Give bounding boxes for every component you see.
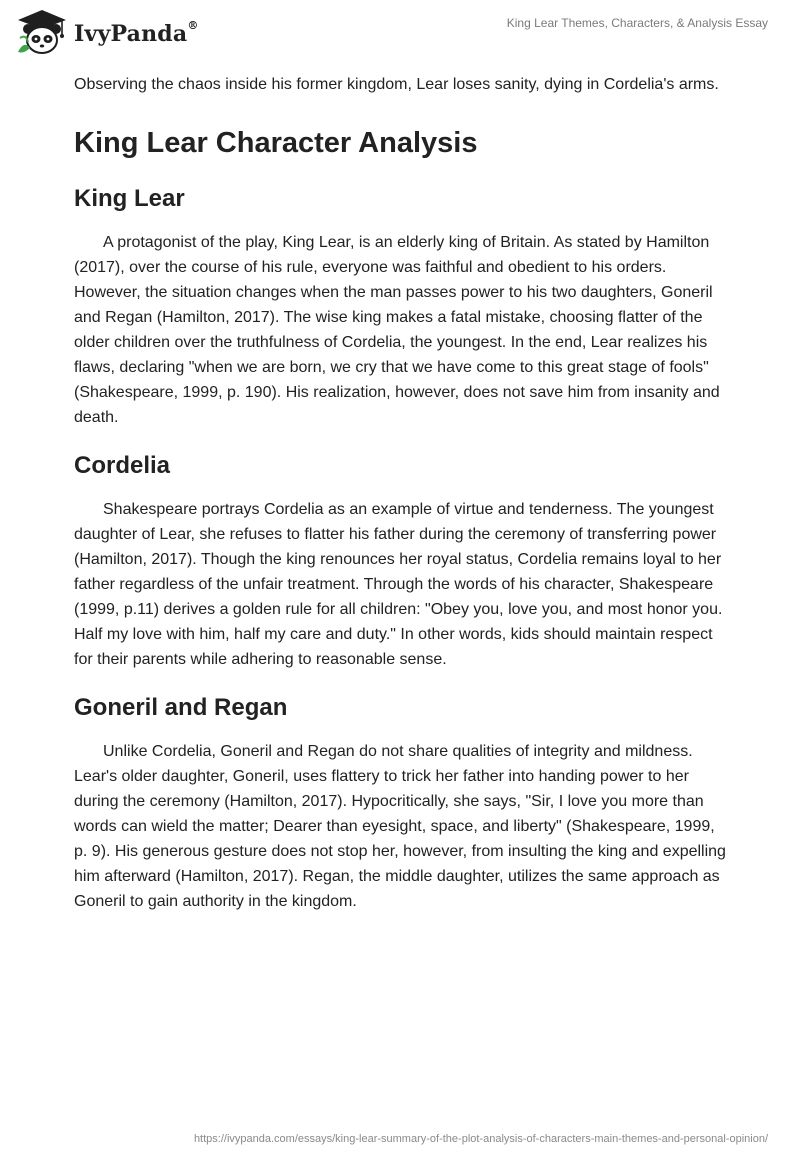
source-url[interactable]: https://ivypanda.com/essays/king-lear-summary-of-the-plot-analysis-of-characters-main-themes-and-personal-opinion/: [193, 1133, 768, 1145]
essay-content: [74, 72, 730, 914]
character-paragraph-goneril-regan: Unlike Cordelia, Goneril and Regan do not share qualities of integrity and mildness. Lear's older daughter, Goneril, uses flattery to trick her father into handing power to her during the ceremony (Hamilton, 2017). Hypocritically, she says, "Sir, I love you more than words can wield the matter; Dearer than eyesight, space, and liberty" (Shakespeare, 1999, p. 9). His generous gesture does not stop her, however, from insulting the king and expelling him afterward (Hamilton, 2017). Regan, the middle daughter, utilizes the same approach as Goneril to gain authority in the kingdom.: [74, 743, 726, 910]
brand-name: IvyPanda®: [74, 18, 199, 47]
intro-paragraph: Observing the chaos inside his former kingdom, Lear loses sanity, dying in Cordelia's arms.: [74, 76, 719, 93]
panda-graduate-icon: [14, 8, 70, 56]
character-heading-cordelia: Cordelia: [74, 452, 171, 479]
ivypanda-logo[interactable]: [14, 8, 199, 56]
character-paragraph-king-lear: A protagonist of the play, King Lear, is an elderly king of Britain. As stated by Hamilton (2017), over the course of his rule, everyone was faithful and obedient to his orders. However, the situation changes when the man passes power to his two daughters, Goneril and Regan (Hamilton, 2017). The wise king makes a fatal mistake, choosing flatter of the older children over the truthfulness of Cordelia, the youngest. In the end, Lear realizes his flaws, declaring "when we are born, we cry that we have come to this great stage of fools" (Shakespeare, 1999, p. 190). His realization, however, does not save him from insanity and death.: [74, 234, 720, 426]
section-heading: King Lear Character Analysis: [74, 127, 478, 159]
character-heading-goneril-regan: Goneril and Regan: [74, 694, 288, 721]
page-header: [0, 0, 800, 70]
character-heading-king-lear: King Lear: [74, 185, 185, 212]
document-title: King Lear Themes, Characters, & Analysis Essay: [506, 16, 768, 30]
character-paragraph-cordelia: Shakespeare portrays Cordelia as an example of virtue and tenderness. The youngest daughter of Lear, she refuses to flatter his father during the ceremony of transferring power (Hamilton, 2017). Though the king renounces her royal status, Cordelia remains loyal to her father regardless of the unfair treatment. Through the words of his character, Shakespeare (1999, p.11) derives a golden rule for all children: "Obey you, love you, and most honor you. Half my love with him, half my care and duty." In other words, kids should maintain respect for their parents while adhering to reasonable sense.: [74, 501, 723, 668]
